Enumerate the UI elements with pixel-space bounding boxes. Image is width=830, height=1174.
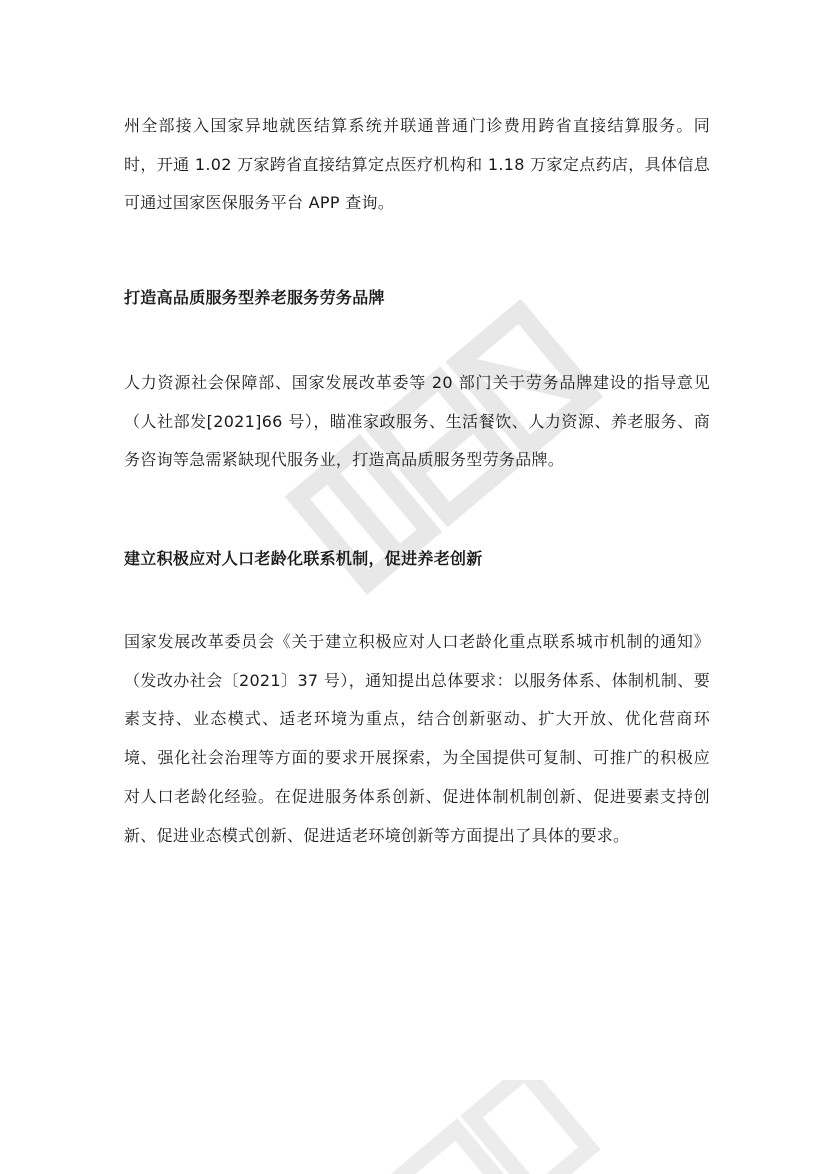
section-heading-labor-brand: 打造高品质服务型养老服务劳务品牌: [124, 288, 385, 307]
section-heading-aging-mechanism: 建立积极应对人口老龄化联系机制，促进养老创新: [124, 549, 483, 568]
paragraph-medical-settlement: 州全部接入国家异地就医结算系统并联通普通门诊费用跨省直接结算服务。同时，开通 1.02 万家跨省直接结算定点医疗机构和 1.18 万家定点药店，具体信息可通过国家医保服务平台 APP 查询。: [124, 116, 710, 213]
paragraph-labor-brand: 人力资源社会保障部、国家发展改革委等 20 部门关于劳务品牌建设的指导意见（人社部发[2021]66 号），瞄准家政服务、生活餐饮、人力资源、养老服务、商务咨询等急需紧缺现代服务业，打造高品质服务型劳务品牌。: [124, 373, 710, 470]
watermark-logo-partial: [300, 1080, 600, 1174]
paragraph-aging-mechanism: 国家发展改革委员会《关于建立积极应对人口老龄化重点联系城市机制的通知》（发改办社会〔2021〕37 号），通知提出总体要求：以服务体系、体制机制、要素支持、业态模式、适老环境为重点，结合创新驱动、扩大开放、优化营商环境、强化社会治理等方面的要求开展探索，为全国提供可复制、可推广的积极应对人口老龄化经验。在促进服务体系创新、促进体制机制创新、促进要素支持创新、促进业态模式创新、促进适老环境创新等方面提出了具体的要求。: [124, 632, 710, 845]
